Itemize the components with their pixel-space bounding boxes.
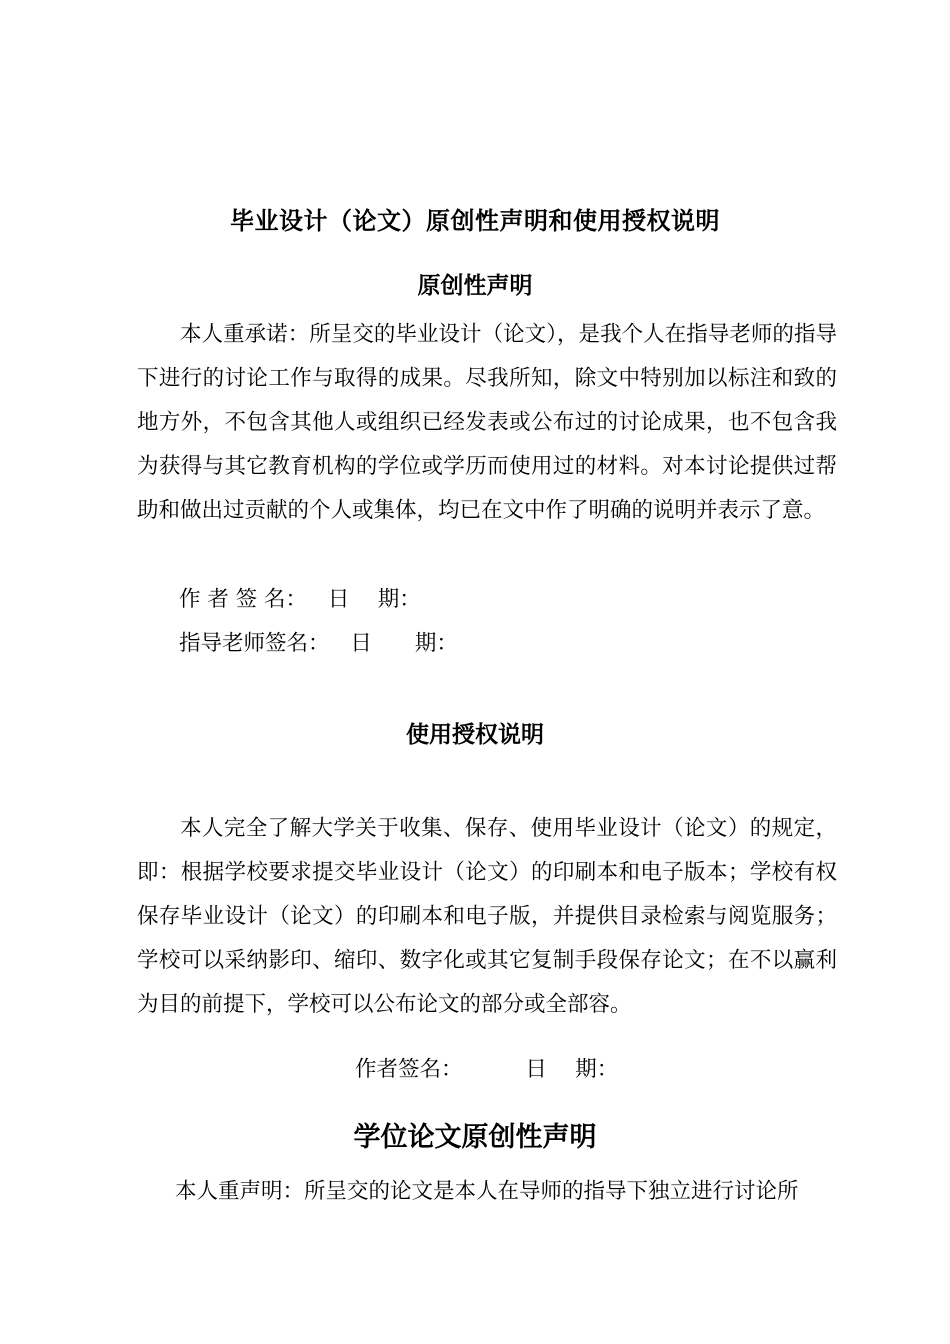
author-signature-line xyxy=(179,582,421,618)
originality-heading: 原创性声明 xyxy=(417,273,533,299)
advisor-signature-line xyxy=(179,626,458,662)
originality-paragraph: 本人重承诺：所呈交的毕业设计（论文），是我个人在指导老师的指导下进行的讨论工作与取得的成果。尽我所知，除文中特别加以标注和致的地方外，不包含其他人或组织已经发表或公布过的讨论成果，也不包含我为获得与其它教育机构的学位或学历而使用过的材料。对本讨论提供过帮助和做出过贡献的个人或集体，均已在文中作了明确的说明并表示了意。 xyxy=(137,322,837,523)
document-main-title: 毕业设计（论文）原创性声明和使用授权说明 xyxy=(230,207,720,235)
author-date-label: 日 期： xyxy=(327,587,421,612)
authorization-signature-label: 作者签名： xyxy=(355,1057,463,1082)
authorization-signature-line xyxy=(355,1052,618,1088)
authorization-heading: 使用授权说明 xyxy=(406,722,544,748)
advisor-date-label: 日 期： xyxy=(350,631,458,656)
degree-originality-heading: 学位论文原创性声明 xyxy=(353,1122,597,1153)
advisor-signature-label: 指导老师签名： xyxy=(179,631,330,656)
author-signature-label: 作 者 签 名： xyxy=(179,587,308,612)
degree-originality-paragraph: 本人重声明：所呈交的论文是本人在导师的指导下独立进行讨论所 xyxy=(175,1179,799,1204)
authorization-paragraph: 本人完全了解大学关于收集、保存、使用毕业设计（论文）的规定，即：根据学校要求提交毕业设计（论文）的印刷本和电子版本；学校有权保存毕业设计（论文）的印刷本和电子版，并提供目录检索与阅览服务；学校可以采纳影印、缩印、数字化或其它复制手段保存论文；在不以赢利为目的前提下，学校可以公布论文的部分或全部容。 xyxy=(137,816,837,1017)
authorization-date-label: 日 期： xyxy=(525,1057,619,1082)
